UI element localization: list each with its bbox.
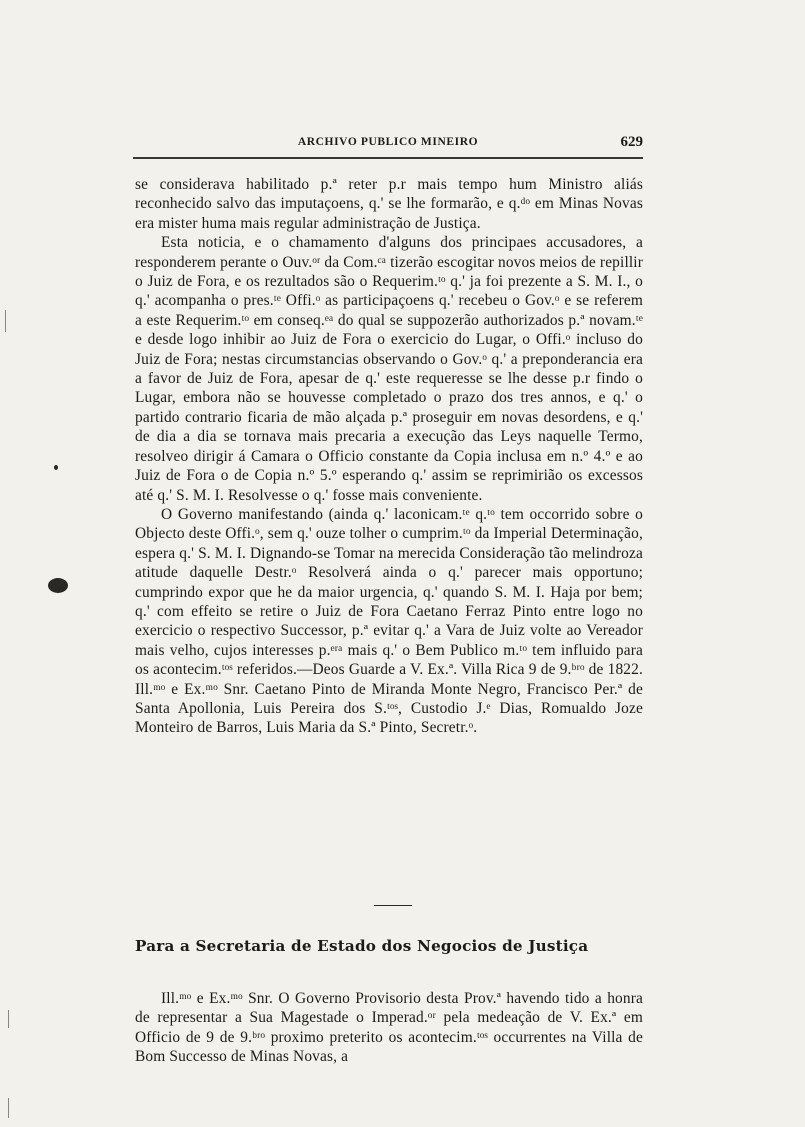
margin-mark [8, 1098, 9, 1118]
running-title: ARCHIVO PUBLICO MINEIRO [297, 136, 479, 148]
margin-mark [5, 310, 6, 332]
page-number: 629 [620, 134, 643, 150]
header-rule [133, 157, 643, 159]
margin-mark [8, 1010, 9, 1028]
ink-speck [48, 578, 68, 593]
paragraph-1: se considerava habilitado p.ª reter p.r mais tempo hum Ministro aliás reconhecido salvo das imputaçoens, q.' se lhe formarão, e q.ᵈᵒ em Minas Novas era mister huma mais regular administração de Justiça. [135, 176, 643, 232]
running-header [133, 134, 643, 156]
section-separator [374, 905, 412, 906]
section-body [135, 989, 643, 1067]
paragraph-2: Esta noticia, e o chamamento d'alguns dos principaes accusadores, a responderem perante o Ouv.ᵒʳ da Com.ᶜᵃ tizerão escogitar novos meios de repillir o Juiz de Fora, e os rezultados são o Requerim.ᵗᵒ q.' ja foi prezente a S. M. I., o q.' acompanha o pres.ᵗᵉ Offi.ᵒ as participaçoens q.' recebeu o Gov.ᵒ e se referem a este Requerim.ᵗᵒ em conseq.ᵉᵃ do qual se suppozerão authorizados p.ª novam.ᵗᵉ e desde logo inhibir ao Juiz de Fora o exercicio do Lugar, o Offi.ᵒ incluso do Juiz de Fora; nestas circumstancias observando o Gov.ᵒ q.' a preponderancia era a favor de Juiz de Fora, apesar de q.' este requeresse se lhe desse p.r findo o Lugar, embora não se houvesse completado o prazo dos tres annos, e q.' o partido contrario ficaria de mão alçada p.ª proseguir em novas desordens, e q.' de dia a dia se tornava mais precaria a execução das Leys naquelle Termo, resolveo dirigir á Camara o Officio constante da Copia inclusa em n.º 4.º e ao Juiz de Fora o de Copia n.º 5.º esperando q.' assim se reprimirião os excessos até q.' S. M. I. Resolvesse o q.' fosse mais conveniente. [135, 234, 643, 504]
letter-body [135, 175, 643, 738]
paragraph-3: O Governo manifestando (ainda q.' laconicam.ᵗᵉ q.ᵗᵒ tem occorrido sobre o Objecto deste Offi.ᵒ, sem q.' ouze tolher o cumprim.ᵗᵒ da Imperial Determinação, espera q.' S. M. I. Dignando-se Tomar na merecida Consideração tão melindroza atitude daquelle Destr.ᵒ Resolverá ainda o q.' parecer mais opportuno; cumprindo expor que he da maior urgencia, q.' quando S. M. I. Haja por bem; q.' com effeito se retire o Juiz de Fora Caetano Ferraz Pinto entre logo no exercicio o respectivo Successor, p.ª evitar q.' a Vara de Juiz volte ao Vereador mais velho, cujos interesses p.ᵉʳᵃ mais q.' o Bem Publico m.ᵗᵒ tem influido para os acontecim.ᵗᵒˢ referidos.—Deos Guarde a V. Ex.ª. Villa Rica 9 de 9.ᵇʳᵒ de 1822. Ill.ᵐᵒ e Ex.ᵐᵒ Snr. Caetano Pinto de Miranda Monte Negro, Francisco Per.ª de Santa Apollonia, Luis Pereira dos S.ᵗᵒˢ, Custodio J.ᵉ Dias, Romualdo Joze Monteiro de Barros, Luis Maria da S.ª Pinto, Secretr.ᵒ. [135, 505, 643, 737]
section-heading: Para a Secretaria de Estado dos Negocios de Justiça [135, 937, 589, 955]
section-paragraph-1: Ill.ᵐᵒ e Ex.ᵐᵒ Snr. O Governo Provisorio desta Prov.ª havendo tido a honra de representar a Sua Magestade o Imperad.ᵒʳ pela medeação de V. Ex.ª em Officio de 9 de 9.ᵇʳᵒ proximo preterito os acontecim.ᵗᵒˢ occurrentes na Villa de Bom Successo de Minas Novas, a [135, 990, 643, 1066]
ink-dot [54, 465, 58, 470]
